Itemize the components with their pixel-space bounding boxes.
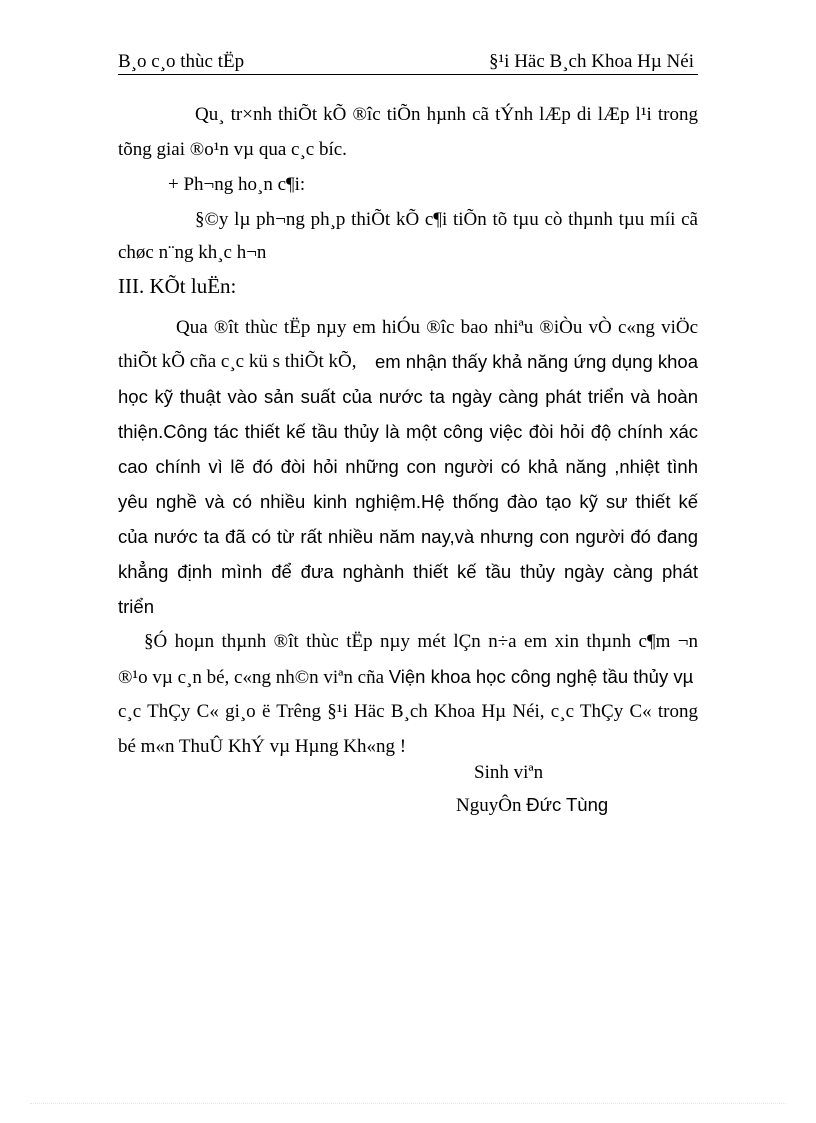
body-text-segment: Viện khoa học công nghệ tầu thủy vµ (388, 666, 694, 687)
signature-name-part: Đức Tùng (526, 794, 609, 815)
body-line: + Ph¬ng ho¸n c¶i: (168, 174, 306, 195)
body-line: chøc n¨ng kh¸c h¬n (118, 242, 267, 263)
body-line: triển (118, 596, 154, 617)
body-line-mixed (118, 665, 698, 689)
page-header (118, 50, 698, 75)
page-bottom-divider (30, 1103, 786, 1104)
header-university: §¹i Häc B¸ch Khoa Hµ Néi (488, 51, 694, 72)
section-heading: III. KÕt luËn: (118, 274, 237, 298)
body-line: tõng giai ®o¹n vµ qua c¸c bíc. (118, 139, 347, 160)
signature-role: Sinh viªn (474, 762, 544, 783)
body-line: c¸c ThÇy C« gi¸o ë Trêng §¹i Häc B¸ch Khoa Hµ Néi, c¸c ThÇy C« trong (118, 701, 698, 722)
body-line: của nước ta đã có từ rất nhiều năm nay,và nhưng con người đó đang (118, 526, 698, 547)
body-text-segment: ®¹o vµ c¸n bé, c«ng nh©n viªn cña (118, 667, 385, 688)
body-line-mixed (118, 350, 698, 374)
body-line: học kỹ thuật vào sản suất của nước ta ngày càng phát triển và hoàn (118, 386, 698, 407)
header-report-title: B¸o c¸o thùc tËp (118, 51, 245, 72)
body-line: khẳng định mình để đưa nghành thiết kế tầu thủy ngày càng phát (118, 561, 698, 582)
signature-name (456, 793, 608, 817)
body-line: Qu¸ tr×nh thiÕt kÕ ®îc tiÕn hµnh cã tÝnh lÆp di lÆp l¹i trong (195, 104, 698, 125)
body-line: thiện.Công tác thiết kế tầu thủy là một công việc đòi hỏi độ chính xác (118, 421, 698, 442)
body-line: §©y lµ ph¬ng ph¸p thiÕt kÕ c¶i tiÕn tõ tµu cò thµnh tµu míi cã (195, 209, 698, 230)
body-text-segment: em nhận thấy khả năng ứng dụng khoa (374, 351, 698, 372)
body-line: bé m«n ThuÛ KhÝ vµ Hµng Kh«ng ! (118, 736, 407, 757)
body-line: cao chính vì lẽ đó đòi hỏi những con người có khả năng ,nhiệt tình (118, 456, 698, 477)
signature-name-part: NguyÔn (456, 795, 522, 816)
body-text-segment: thiÕt kÕ cña c¸c kü s thiÕt kÕ, (118, 351, 357, 372)
body-line: §Ó hoµn thµnh ®ît thùc tËp nµy mét lÇn n÷a em xin thµnh c¶m ¬n (144, 631, 698, 652)
body-line: Qua ®ît thùc tËp nµy em hiÓu ®îc bao nhiªu ®iÒu vÒ c«ng viÖc (176, 317, 698, 338)
body-line: yêu nghề và có nhiều kinh nghiệm.Hệ thống đào tạo kỹ sư thiết kế (118, 491, 698, 512)
